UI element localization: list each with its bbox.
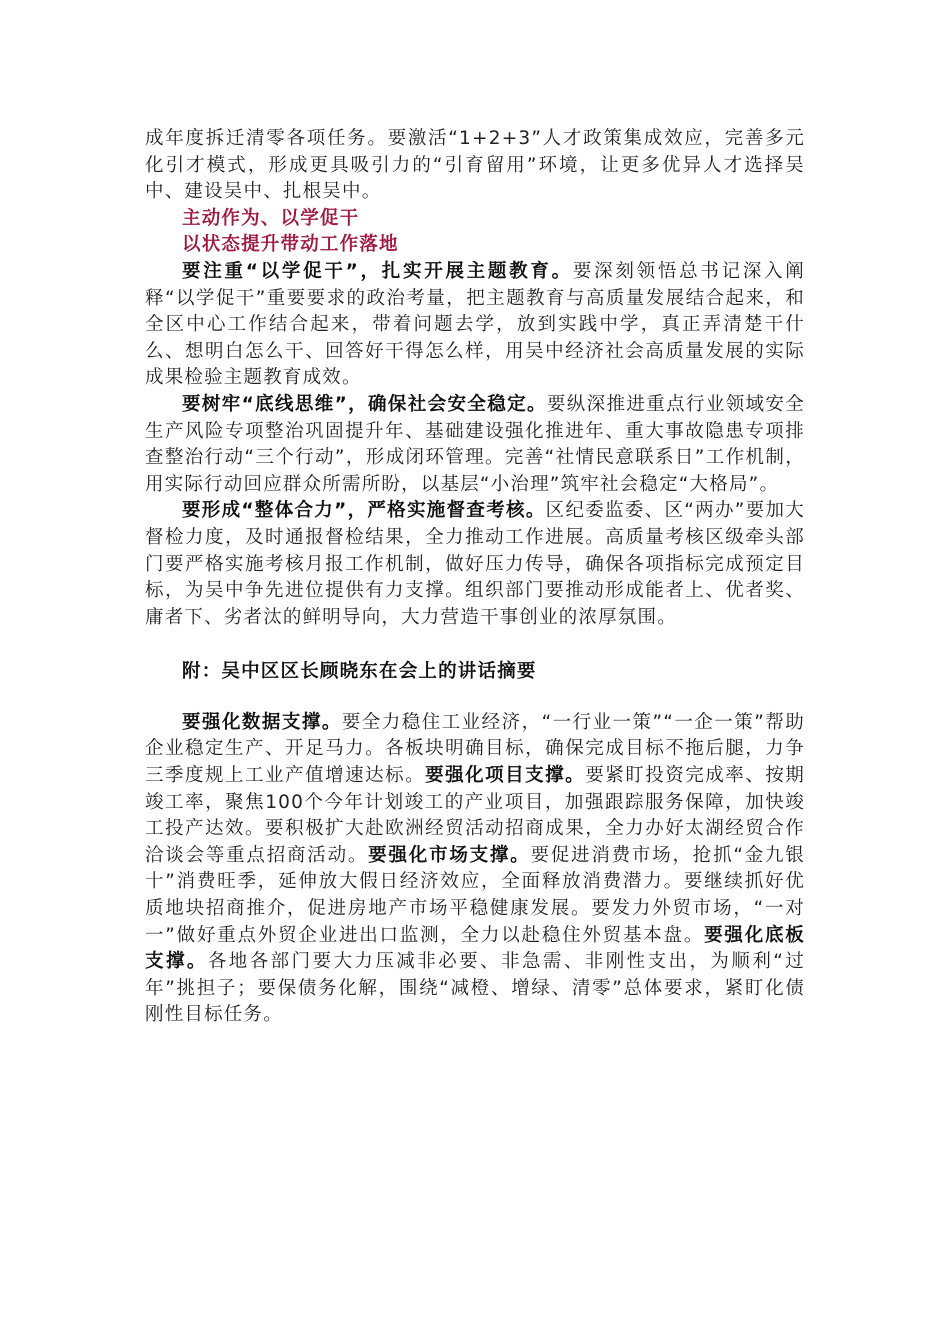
appendix-lead-market: 要强化市场支撑。 <box>368 844 531 866</box>
section-heading-line2: 以状态提升带动工作落地 <box>182 234 399 256</box>
appendix-paragraph <box>145 710 805 1029</box>
paragraph-body: 区纪委监委、区“两办”要加大督检力度，及时通报督检结果，全力推动工作进展。高质量考核区级牵头部门要严格实施考核月报工作机制，做好压力传导，确保各项指标完成预定目标，为吴中争先进位提供有力支撑。组织部门要推动形成能者上、优者奖、庸者下、劣者汰的鲜明导向，大力营造干事创业的浓厚氛围。 <box>145 500 805 628</box>
appendix-lead-floor: 要强化底板支撑。 <box>145 924 805 973</box>
appendix-lead-project: 要强化项目支撑。 <box>425 765 586 787</box>
section-paragraph-supervision <box>145 498 805 631</box>
appendix-body-market: 要促进消费市场，抢抓“金九银十”消费旺季，延伸放大假日经济效应，全面释放消费潜力。要继续抓好优质地块招商推介，促进房地产市场平稳健康发展。要发力外贸市场，“一对一”做好重点外贸企业进出口监测，全力以赴稳住外贸基本盘。 <box>145 844 806 946</box>
appendix-title: 附：吴中区区长顾晓东在会上的讲话摘要 <box>182 661 537 683</box>
intro-paragraph: 成年度拆迁清零各项任务。要激活“1+2+3”人才政策集成效应，完善多元化引才模式，形成更具吸引力的“引育留用”环境，让更多优异人才选择吴中、建设吴中、扎根吴中。 <box>145 128 805 203</box>
section-heading-line1: 主动作为、以学促干 <box>182 207 360 229</box>
paragraph-lead: 要注重“以学促干”，扎实开展主题教育。 <box>182 260 573 282</box>
section-paragraph-safety <box>145 392 805 498</box>
appendix-body-project: 要紧盯投资完成率、按期竣工率，聚焦100个今年计划竣工的产业项目，加强跟踪服务保障，加快竣工投产达效。要积极扩大赴欧洲经贸活动招商成果，全力办好太湖经贸合作洽谈会等重点招商活动。 <box>145 765 805 866</box>
paragraph-body: 要纵深推进重点行业领域安全生产风险专项整治巩固提升年、基础建设强化推进年、重大事故隐患专项排查整治行动“三个行动”，形成闭环管理。完善“社情民意联系日”工作机制，用实际行动回应群众所需所盼，以基层“小治理”筑牢社会稳定“大格局”。 <box>145 393 805 495</box>
appendix-body-floor: 各地各部门要大力压减非必要、非急需、非刚性支出，为顺利“过年”挑担子；要保债务化解，围绕“减橙、增绿、清零”总体要求，紧盯化债刚性目标任务。 <box>145 951 805 1026</box>
document-page <box>145 126 805 1029</box>
appendix-lead-data: 要强化数据支撑。 <box>182 711 342 733</box>
appendix-body-data: 要全力稳住工业经济，“一行业一策”“一企一策”帮助企业稳定生产、开足马力。各板块明确目标，确保完成目标不拖后腿，力争三季度规上工业产值增速达标。 <box>145 711 805 787</box>
section-paragraph-study <box>145 259 805 392</box>
paragraph-lead: 要树牢“底线思维”，确保社会安全稳定。 <box>182 393 547 415</box>
paragraph-lead: 要形成“整体合力”，严格实施督查考核。 <box>182 500 546 522</box>
paragraph-body: 要深刻领悟总书记深入阐释“以学促干”重要要求的政治考量，把主题教育与高质量发展结合起来，和全区中心工作结合起来，带着问题去学，放到实践中学，真正弄清楚干什么、想明白怎么干、回答好干得怎么样，用吴中经济社会高质量发展的实际成果检验主题教育成效。 <box>145 260 805 389</box>
